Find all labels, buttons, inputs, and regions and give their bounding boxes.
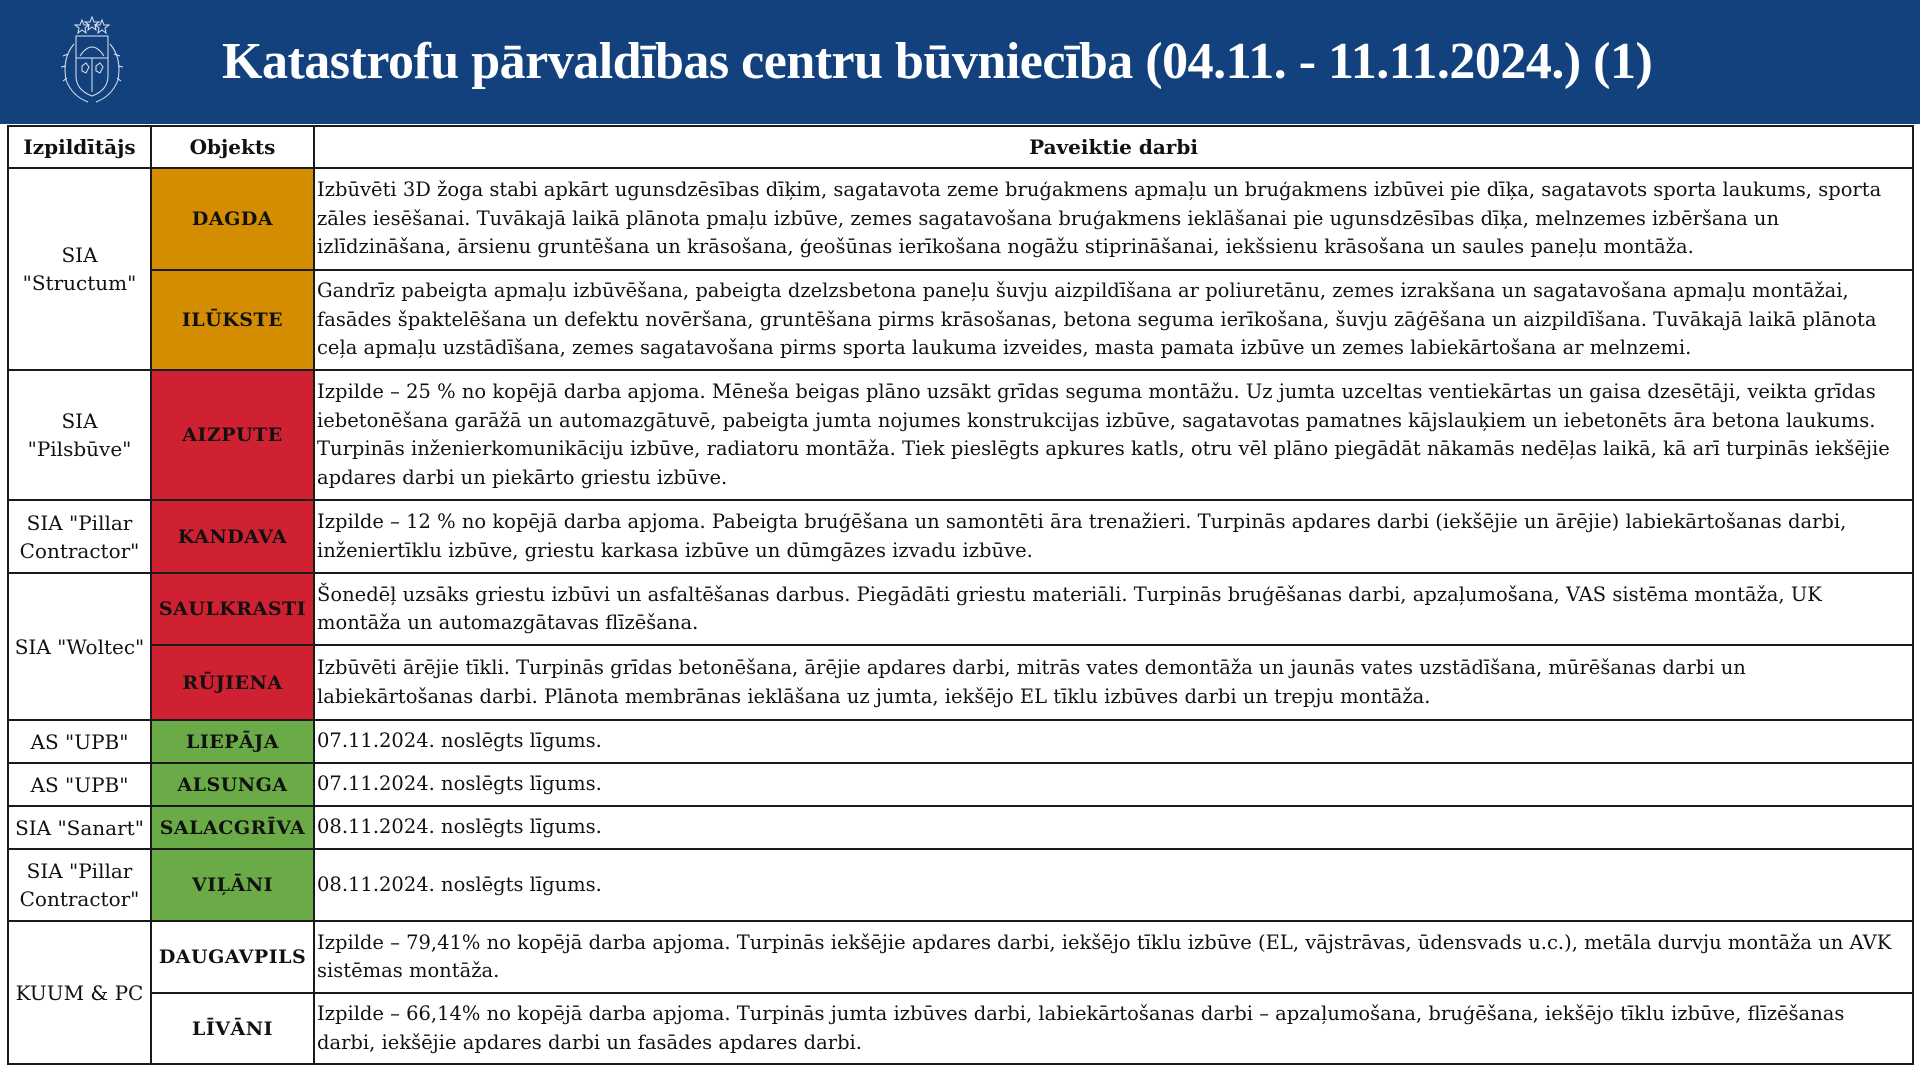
object-cell: DAUGAVPILS (151, 921, 314, 993)
executor-cell: SIA "Sanart" (8, 806, 151, 849)
work-cell: Izbūvēti 3D žoga stabi apkārt ugunsdzēsības dīķim, sagatavota zeme bruģakmens apmaļu un bruģakmens izbūvei pie dīķa, sagatavots sporta laukums, sporta zāles iesēšanai. Tuvākajā laikā plānota pmaļu izbūve, zemes sagatavošana bruģakmens ieklāšanai pie ugunsdzēsības dīķa, melnzemes izbēršana un izlīdzināšana, ārsienu gruntēšana un krāsošana, ģeošūnas ierīkošana nogāžu stiprināšanai, iekšsienu krāsošana un saules paneļu montāža. (314, 168, 1913, 270)
table-row (8, 921, 1913, 993)
construction-progress-table (7, 125, 1914, 1065)
work-cell: 08.11.2024. noslēgts līgums. (314, 806, 1913, 849)
object-cell: ALSUNGA (151, 763, 314, 806)
column-header-work-done: Paveiktie darbi (314, 126, 1913, 168)
work-cell: Izpilde – 12 % no kopējā darba apjoma. Pabeigta bruģēšana un samontēti āra trenažieri. Turpinās apdares darbi (iekšējie un ārējie) labiekārtošanas darbi, inženiertīklu izbūve, griestu karkasa izbūve un dūmgāzes izvadu izbūve. (314, 500, 1913, 573)
table-header-row (8, 126, 1913, 168)
executor-cell: SIA "Pillar Contractor" (8, 849, 151, 921)
object-cell: KANDAVA (151, 500, 314, 573)
table-row (8, 763, 1913, 806)
executor-cell: AS "UPB" (8, 720, 151, 763)
table-row (8, 500, 1913, 573)
table-row (8, 168, 1913, 270)
column-header-object: Objekts (151, 126, 314, 168)
table-row (8, 806, 1913, 849)
object-cell: AIZPUTE (151, 370, 314, 500)
table-row (8, 993, 1913, 1064)
object-cell: SAULKRASTI (151, 573, 314, 645)
object-cell: DAGDA (151, 168, 314, 270)
object-cell: SALACGRĪVA (151, 806, 314, 849)
page-title: Katastrofu pārvaldības centru būvniecība (04.11. - 11.11.2024.) (1) (222, 33, 1653, 90)
column-header-executor: Izpildītājs (8, 126, 151, 168)
object-cell: RŪJIENA (151, 645, 314, 720)
table-row (8, 645, 1913, 720)
work-cell: Izbūvēti ārējie tīkli. Turpinās grīdas betonēšana, ārējie apdares darbi, mitrās vates demontāža un jaunās vates uzstādīšana, mūrēšanas darbi un labiekārtošanas darbi. Plānota membrānas ieklāšana uz jumta, iekšējo EL tīklu izbūves darbi un trepju montāža. (314, 645, 1913, 720)
executor-cell: KUUM & PC (8, 921, 151, 1064)
work-cell: 08.11.2024. noslēgts līgums. (314, 849, 1913, 921)
table-row (8, 720, 1913, 763)
executor-cell: SIA "Pilsbūve" (8, 370, 151, 500)
work-cell: 07.11.2024. noslēgts līgums. (314, 763, 1913, 806)
work-cell: 07.11.2024. noslēgts līgums. (314, 720, 1913, 763)
work-cell: Šonedēļ uzsāks griestu izbūvi un asfaltēšanas darbus. Piegādāti griestu materiāli. Turpinās bruģēšanas darbi, apzaļumošana, VAS sistēma montāža, UK montāža un automazgātavas flīzēšana. (314, 573, 1913, 645)
executor-cell: SIA "Pillar Contractor" (8, 500, 151, 573)
executor-cell: SIA "Structum" (8, 168, 151, 370)
latvia-coat-of-arms-icon (58, 14, 126, 110)
work-cell: Izpilde – 25 % no kopējā darba apjoma. Mēneša beigas plāno uzsākt grīdas seguma montāžu. Uz jumta uzceltas ventiekārtas un gaisa dzesētāji, veikta grīdas iebetonēšana garāžā un automazgātuvē, pabeigta jumta nojumes konstrukcijas izbūve, sagatavotas pamatnes kājslauķiem un iebetonēts āra betona laukums. Turpinās inženierkomunikāciju izbūve, radiatoru montāža. Tiek pieslēgts apkures katls, otru vēl plāno piegādāt nākamās nedēļas laikā, kā arī turpinās iekšējie apdares darbi un piekārto griestu izbūve. (314, 370, 1913, 500)
object-cell: ILŪKSTE (151, 270, 314, 370)
table-row (8, 573, 1913, 645)
executor-cell: AS "UPB" (8, 763, 151, 806)
object-cell: VIĻĀNI (151, 849, 314, 921)
object-cell: LIEPĀJA (151, 720, 314, 763)
work-cell: Izpilde – 79,41% no kopējā darba apjoma. Turpinās iekšējie apdares darbi, iekšējo tīklu izbūve (EL, vājstrāvas, ūdensvads u.c.), metāla durvju montāža un AVK sistēmas montāža. (314, 921, 1913, 993)
executor-cell: SIA "Woltec" (8, 573, 151, 720)
table-row (8, 849, 1913, 921)
object-cell: LĪVĀNI (151, 993, 314, 1064)
work-cell: Izpilde – 66,14% no kopējā darba apjoma. Turpinās jumta izbūves darbi, labiekārtošanas darbi – apzaļumošana, bruģēšana, iekšējo tīklu izbūve, flīzēšanas darbi, iekšējie apdares darbi un fasādes apdares darbi. (314, 993, 1913, 1064)
header-banner (0, 0, 1920, 124)
work-cell: Gandrīz pabeigta apmaļu izbūvēšana, pabeigta dzelzsbetona paneļu šuvju aizpildīšana ar poliuretānu, zemes izrakšana un sagatavošana apmaļu montāžai, fasādes špaktelēšana un defektu novēršana, gruntēšana pirms krāsošanas, betona seguma ierīkošana, šuvju zāģēšana un aizpildīšana. Tuvākajā laikā plānota ceļa apmaļu uzstādīšana, zemes sagatavošana pirms sporta laukuma izveides, masta pamata izbūve un zemes labiekārtošana ar melnzemi. (314, 270, 1913, 370)
table-row (8, 270, 1913, 370)
table-row (8, 370, 1913, 500)
